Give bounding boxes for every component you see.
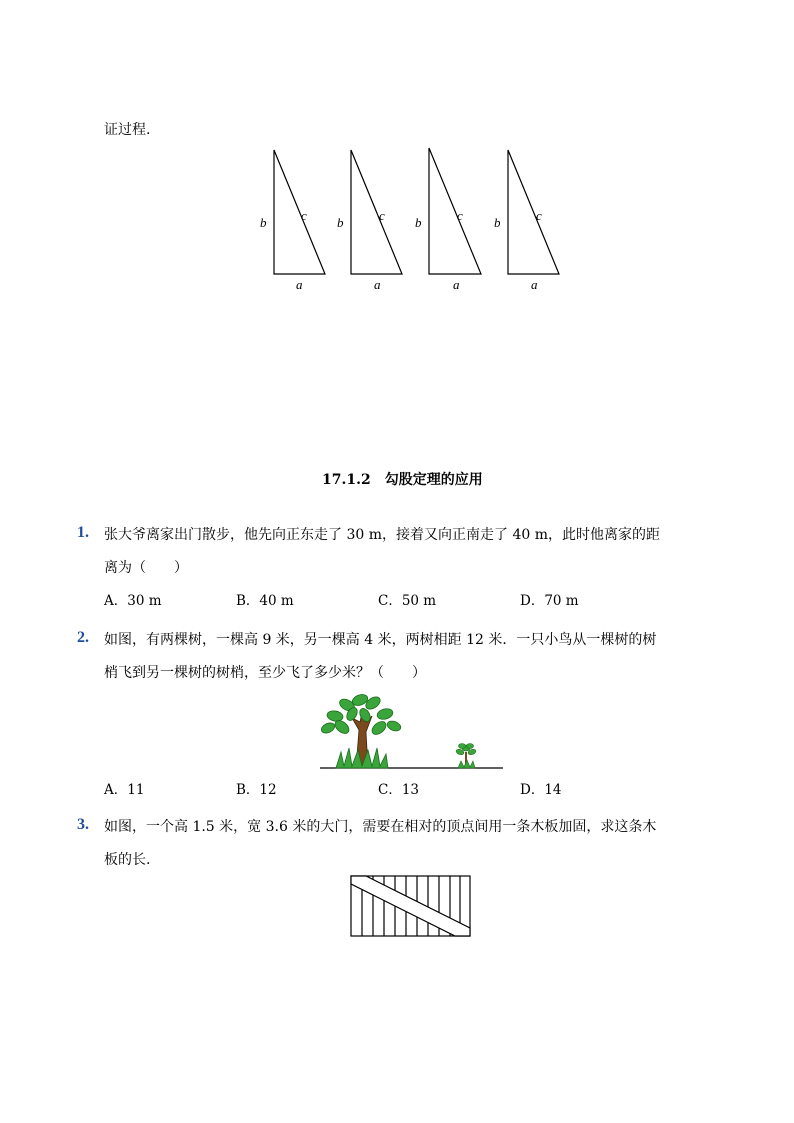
- triangle-2-label-a: a: [374, 277, 381, 292]
- triangle-3-label-b: b: [415, 215, 422, 230]
- triangle-2-label-c: c: [379, 208, 385, 223]
- triangle-4-label-a: a: [531, 277, 538, 292]
- triangle-1-label-b: b: [260, 215, 267, 230]
- section-title: 17.1.2 勾股定理的应用: [322, 472, 483, 488]
- triangle-1-label-c: c: [301, 208, 307, 223]
- question-2-line2: 梢飞到另一棵树的树梢，至少飞了多少米？（ ）: [104, 665, 426, 681]
- triangle-4-label-c: c: [536, 208, 542, 223]
- question-3-line1: 如图，一个高 1.5 米，宽 3.6 米的大门，需要在相对的顶点间用一条木板加固，求这条木: [104, 819, 657, 835]
- gate-diagonal-brace: [351, 876, 470, 936]
- question-2-option-d[interactable]: D．14: [520, 782, 562, 798]
- question-3-line2: 板的长.: [104, 852, 151, 868]
- question-3-number: 3.: [77, 816, 89, 833]
- triangle-1-label-a: a: [296, 277, 303, 292]
- triangle-3-label-a: a: [453, 277, 460, 292]
- triangle-4-label-b: b: [494, 215, 501, 230]
- question-1-line2: 离为（ ）: [104, 560, 188, 576]
- question-1-number: 1.: [77, 524, 89, 541]
- question-1-option-d[interactable]: D．70 m: [520, 593, 579, 609]
- question-1-option-a[interactable]: A．30 m: [104, 593, 162, 609]
- triangle-2-label-b: b: [337, 215, 344, 230]
- triangle-3-label-c: c: [457, 208, 463, 223]
- question-2-option-a[interactable]: A．11: [104, 782, 145, 798]
- question-2-option-b[interactable]: B．12: [236, 782, 277, 798]
- question-1-line1: 张大爷离家出门散步，他先向正东走了 30 m，接着又向正南走了 40 m，此时他离家的距: [104, 527, 660, 543]
- question-2-line1: 如图，有两棵树，一棵高 9 米，另一棵高 4 米，两树相距 12 米．一只小鸟从一棵树的树: [104, 632, 657, 648]
- question-2-option-c[interactable]: C．13: [378, 782, 420, 798]
- question-2-number: 2.: [77, 629, 89, 646]
- question-1-option-c[interactable]: C．50 m: [378, 593, 437, 609]
- intro-text: 证过程.: [104, 122, 151, 138]
- question-1-option-b[interactable]: B．40 m: [236, 593, 294, 609]
